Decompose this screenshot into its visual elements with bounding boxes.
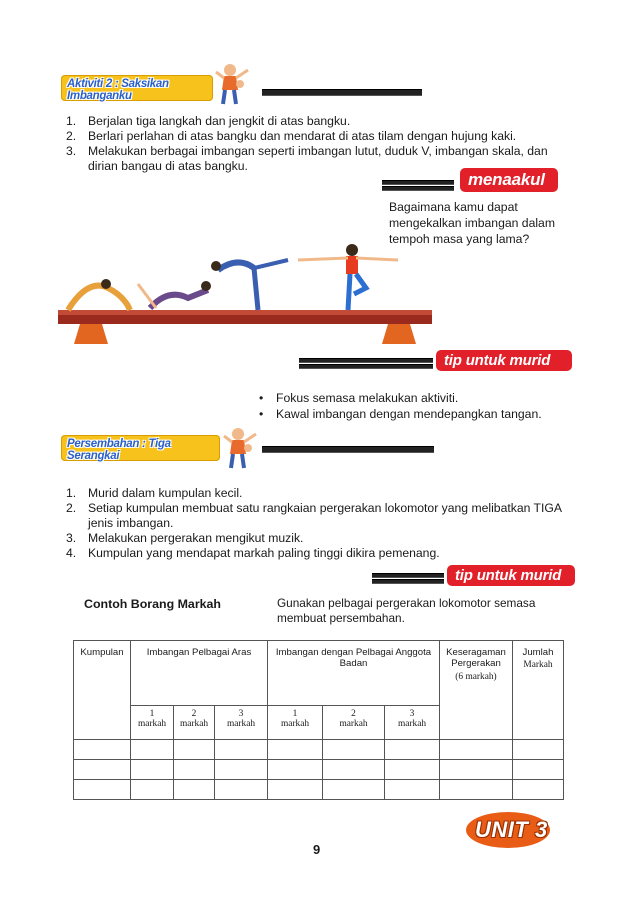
presentation-banner	[61, 435, 220, 461]
kids-illustration-1	[214, 62, 250, 108]
page-number: 9	[313, 842, 321, 857]
list-item: 1. Berjalan tiga langkah dan jengkit di atas bangku.	[66, 114, 351, 128]
list-item: 2. Berlari perlahan di atas bangku dan mendarat di atas tilam dengan hujung kaki.	[66, 129, 517, 143]
tip-list	[256, 390, 586, 422]
list-item: 4. Kumpulan yang mendapat markah paling tinggi dikira pemenang.	[66, 546, 440, 560]
header-anggota: Imbangan dengan Pelbagai Anggota Badan	[268, 641, 440, 706]
header-keseragaman: Keseragaman Pergerakan (6 markah)	[440, 641, 513, 740]
divider-line	[262, 446, 434, 453]
divider-line	[382, 186, 454, 191]
table-row	[74, 740, 564, 760]
header-kumpulan: Kumpulan	[74, 641, 131, 740]
menaakul-tag: menaakul	[460, 168, 558, 192]
header-aras: Imbangan Pelbagai Aras	[131, 641, 268, 706]
divider-line	[299, 358, 433, 363]
marking-form-table	[73, 640, 564, 800]
divider-line	[382, 180, 454, 185]
tip-tag: tip untuk murid	[436, 350, 572, 371]
list-item: 3. Melakukan berbagai imbangan seperti imbangan lutut, duduk V, imbangan skala, dan dirian bangau di atas bangku.	[66, 144, 548, 173]
header-jumlah: Jumlah Markah	[513, 641, 564, 740]
divider-line	[372, 579, 444, 584]
list-item: • Kawal imbangan dengan mendepangkan tangan.	[256, 406, 586, 422]
list-item: 2. Setiap kumpulan membuat satu rangkaian pergerakan lokomotor yang melibatkan TIGA jenis imbangan.	[66, 501, 562, 530]
table-row	[74, 780, 564, 800]
form-title: Contoh Borang Markah	[84, 597, 221, 611]
menaakul-question: Bagaimana kamu dapat mengekalkan imbangan dalam tempoh masa yang lama?	[389, 200, 555, 246]
divider-line	[299, 364, 433, 369]
divider-line	[262, 89, 422, 96]
sub-header: 2 markah	[174, 706, 215, 740]
unit-badge: UNIT 3	[466, 812, 550, 848]
presentation-steps	[66, 486, 566, 561]
sub-header: 1 markah	[268, 706, 323, 740]
activity-steps	[66, 114, 566, 174]
tip-text: Gunakan pelbagai pergerakan lokomotor semasa membuat persembahan.	[277, 596, 536, 625]
sub-header: 3 markah	[385, 706, 440, 740]
activity-banner-text: Aktiviti 2 : Saksikan Imbanganku	[67, 78, 169, 102]
list-item: 3. Melakukan pergerakan mengikut muzik.	[66, 531, 304, 545]
presentation-banner-text: Persembahan : Tiga Serangkai	[67, 438, 171, 462]
divider-line	[372, 573, 444, 578]
sub-header: 3 markah	[215, 706, 268, 740]
kids-illustration-2	[222, 426, 258, 472]
tip-tag: tip untuk murid	[447, 565, 575, 586]
sub-header: 2 markah	[323, 706, 385, 740]
list-item: 1. Murid dalam kumpulan kecil.	[66, 486, 243, 500]
list-item: • Fokus semasa melakukan aktiviti.	[256, 390, 586, 406]
balance-beam-illustration	[58, 238, 432, 348]
sub-header: 1 markah	[131, 706, 174, 740]
table-row	[74, 760, 564, 780]
activity-banner	[61, 75, 213, 101]
